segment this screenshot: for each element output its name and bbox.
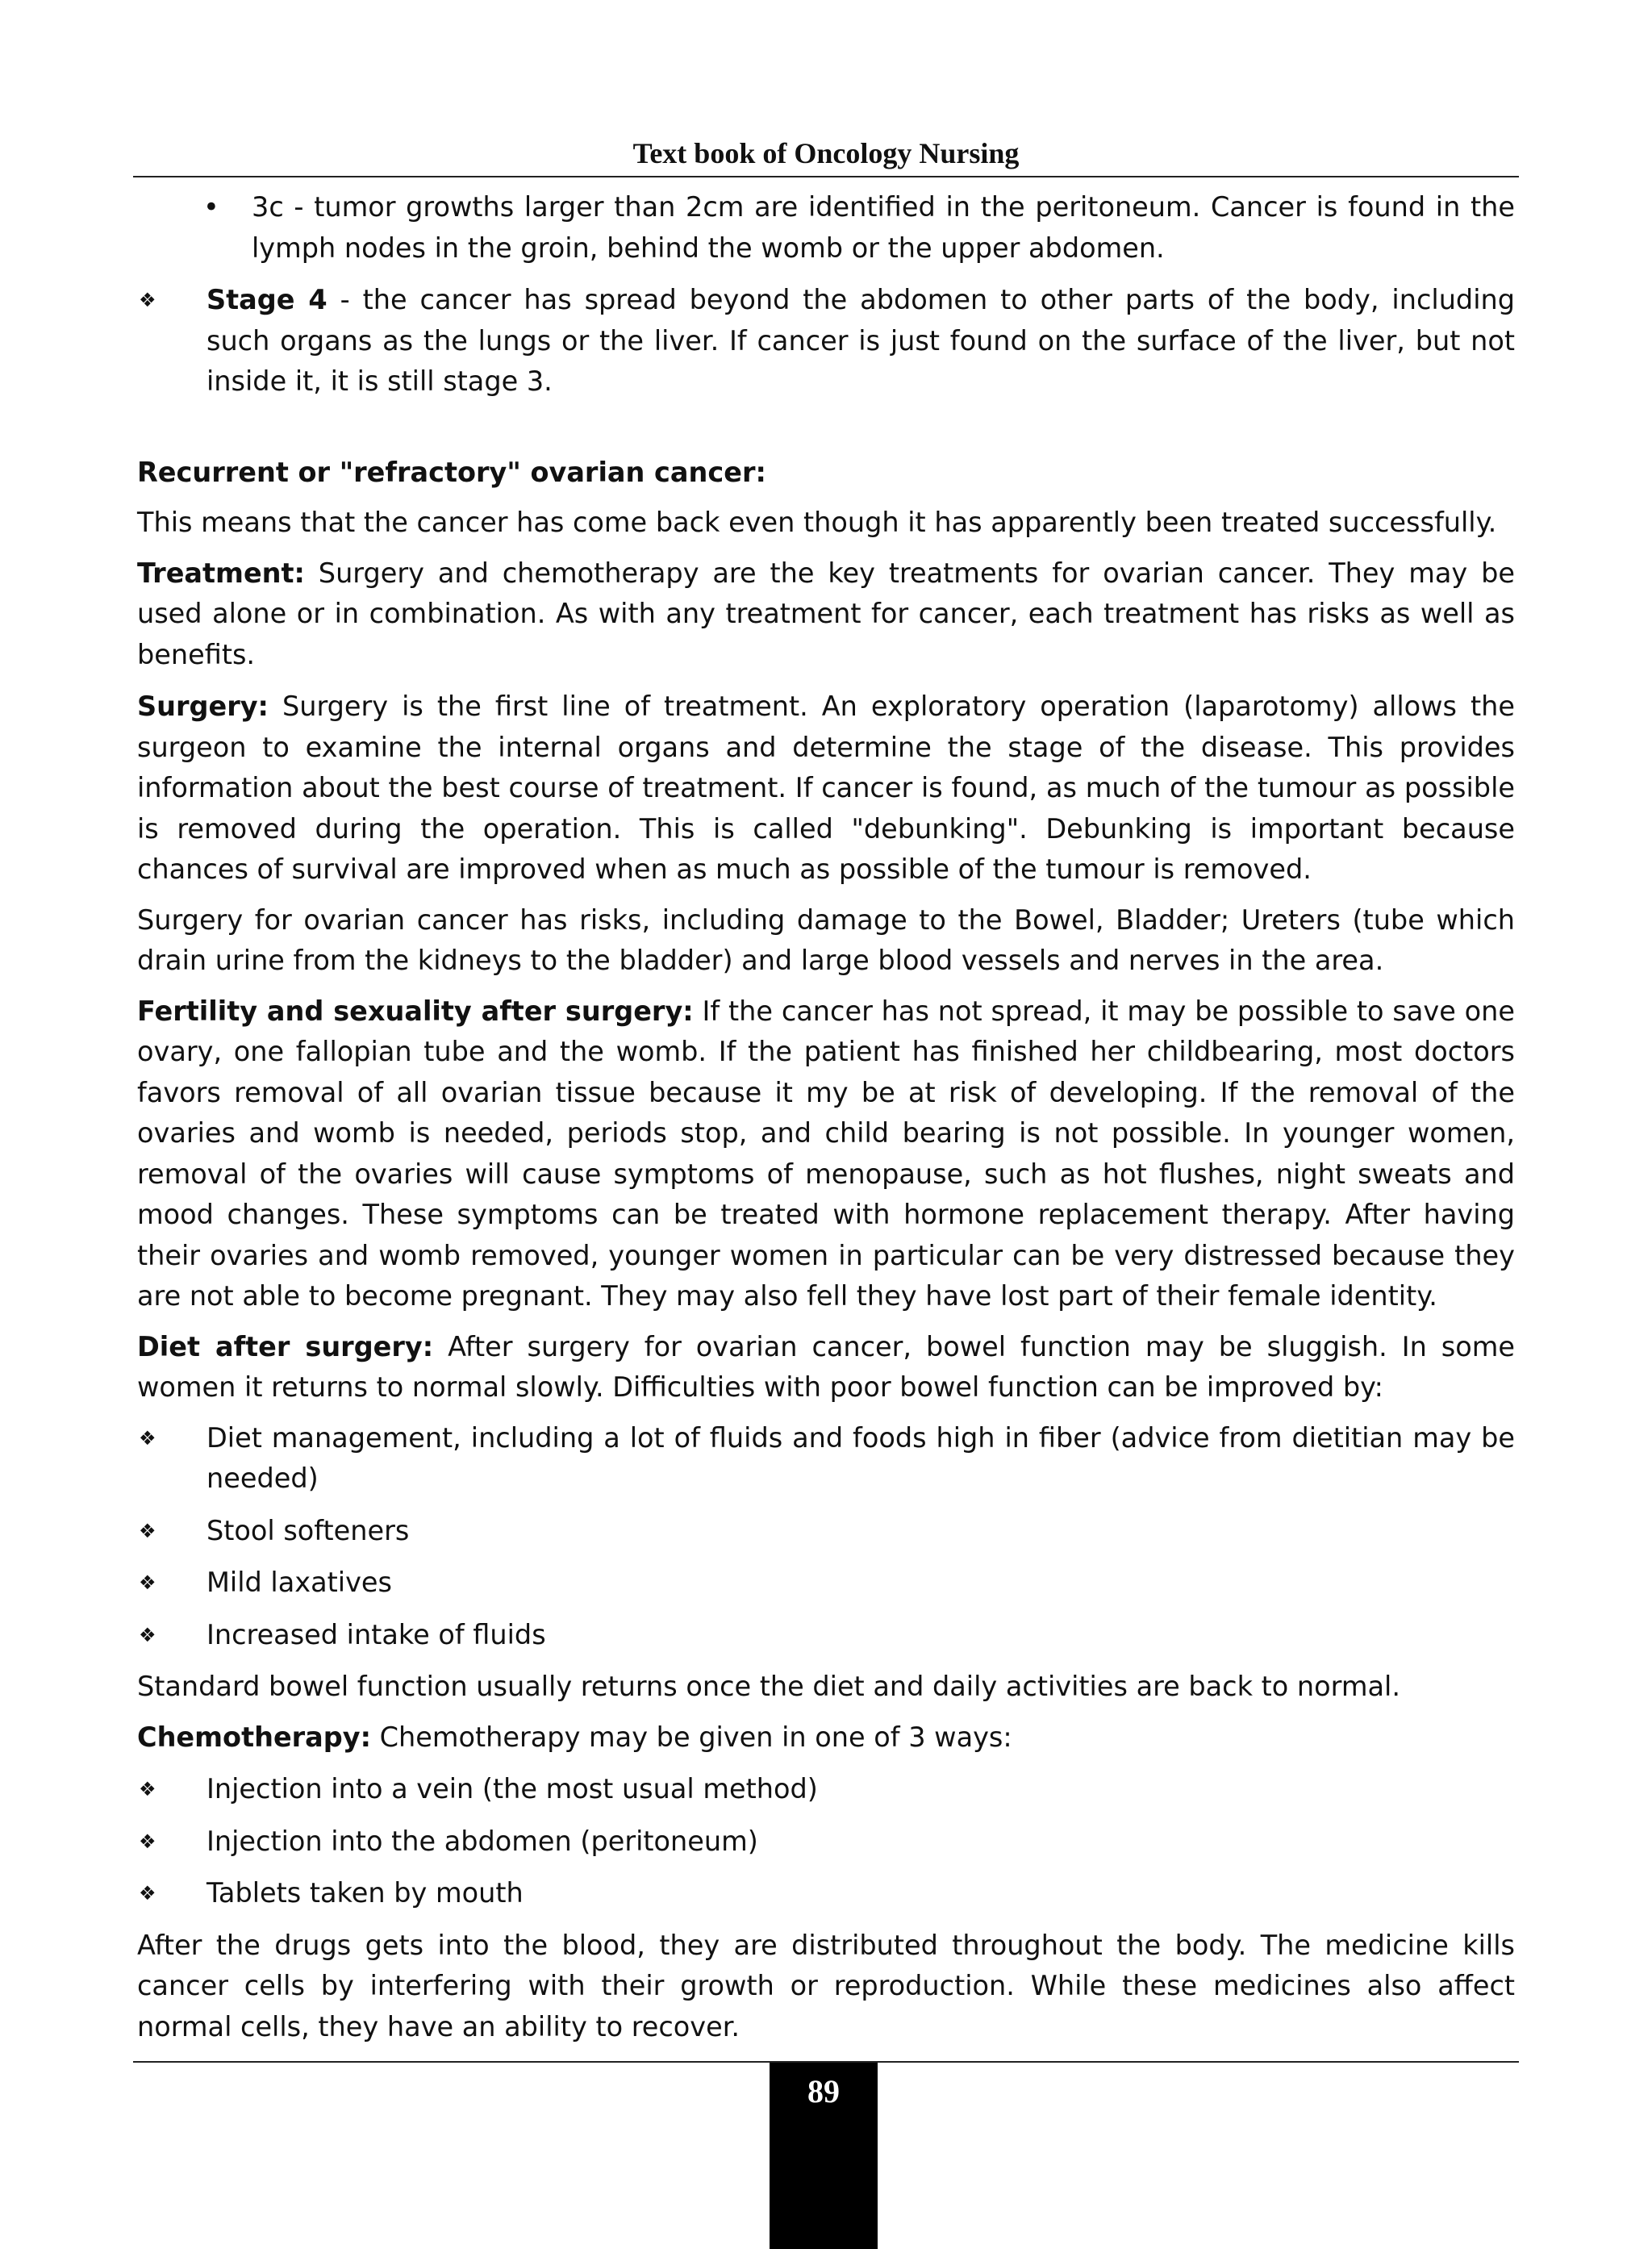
treatment-text: Surgery and chemotherapy are the key treatments for ovarian cancer. They may be used alone or in combination. As with any treatment for cancer, each treatment has risks as well as benefits.	[137, 557, 1515, 670]
stage-3c-bullet-item	[137, 187, 1515, 269]
stage-4-text: - the cancer has spread beyond the abdomen to other parts of the body, including such organs as the lungs or the liver. If cancer is just found on the surface of the liver, but not inside it, it is still stage 3.	[206, 284, 1516, 397]
diamond-bullet-icon: ❖	[139, 289, 156, 311]
fertility-text: If the cancer has not spread, it may be possible to save one ovary, one fallopian tube and the womb. If the patient has finished her childbearing, most doctors favors removal of all ovarian tissue because it my be at risk of developing. If the removal of the ovaries and womb is needed, periods stop, and child bearing is not possible. In younger women, removal of the ovaries will cause symptoms of menopause, such as hot flushes, night sweats and mood changes. These symptoms can be treated with hormone replacement therapy. After having their ovaries and womb removed, younger women in particular can be very distressed because they are not able to become pregnant. They may also fell they have lost part of their female identity.	[137, 995, 1515, 1312]
treatment-paragraph	[137, 553, 1515, 676]
fertility-label: Fertility and sexuality after surgery:	[137, 995, 694, 1027]
diet-text: After surgery for ovarian cancer, bowel function may be sluggish. In some women it returns to normal slowly. Difficulties with poor bowel function can be improved by:	[137, 1330, 1515, 1403]
list-item-text: Stool softeners	[206, 1514, 410, 1546]
surgery-text: Surgery is the first line of treatment. An exploratory operation (laparotomy) allows the surgeon to examine the internal organs and determine the stage of the disease. This provides information about the best course of treatment. If cancer is found, as much of the tumour as possible is removed during the operation. This is called "debunking". Debunking is important because chances of survival are improved when as much as possible of the tumour is removed.	[137, 691, 1515, 885]
page-body	[137, 187, 1515, 2047]
list-item-text: Increased intake of fluids	[206, 1618, 546, 1650]
list-item	[137, 1563, 1515, 1604]
diet-paragraph	[137, 1327, 1515, 1408]
diamond-bullet-icon: ❖	[139, 1830, 156, 1853]
chemotherapy-label: Chemotherapy:	[137, 1721, 372, 1753]
list-item-text: Mild laxatives	[206, 1567, 392, 1598]
list-item	[137, 1511, 1515, 1552]
chemotherapy-text: Chemotherapy may be given in one of 3 ways:	[371, 1721, 1012, 1753]
recurrent-text: This means that the cancer has come back even though it has apparently been treated successfully.	[137, 507, 1497, 538]
list-item-text: Injection into a vein (the most usual method)	[206, 1773, 818, 1805]
diamond-bullet-icon: ❖	[139, 1571, 156, 1594]
surgery-label: Surgery:	[137, 691, 269, 722]
list-item	[137, 1873, 1515, 1914]
diamond-bullet-icon: ❖	[139, 1426, 156, 1450]
diamond-bullet-icon: ❖	[139, 1882, 156, 1905]
running-header-title: Text book of Oncology Nursing	[632, 137, 1020, 169]
diet-label: Diet after surgery:	[137, 1330, 434, 1362]
surgery-risks-paragraph: Surgery for ovarian cancer has risks, including damage to the Bowel, Bladder; Ureters (tube which drain urine from the kidneys to the bladder) and large blood vessels and nerves in the area.	[137, 903, 1515, 976]
list-item	[137, 1821, 1515, 1863]
list-item-text: Diet management, including a lot of fluids and foods high in fiber (advice from dietitian may be needed)	[206, 1421, 1515, 1494]
diamond-bullet-icon: ❖	[139, 1519, 156, 1542]
diamond-bullet-icon: ❖	[139, 1778, 156, 1800]
list-item-text: Injection into the abdomen (peritoneum)	[206, 1825, 758, 1857]
stage-3c-text: 3c - tumor growths larger than 2cm are identified in the peritoneum. Cancer is found in the lymph nodes in the groin, behind the womb or the upper abdomen.	[252, 191, 1515, 264]
stage-4-item	[137, 280, 1515, 403]
list-item	[137, 1615, 1515, 1656]
bowel-normal-paragraph: Standard bowel function usually returns once the diet and daily activities are back to normal.	[137, 1671, 1400, 1702]
page-number: 89	[770, 2063, 878, 2249]
diamond-bullet-icon: ❖	[139, 1623, 156, 1646]
list-item-text: Tablets taken by mouth	[206, 1877, 524, 1909]
treatment-label: Treatment:	[137, 557, 305, 589]
recurrent-heading: Recurrent or "refractory" ovarian cancer:	[137, 456, 766, 488]
bullet-dot-icon: •	[203, 191, 219, 223]
surgery-paragraph	[137, 686, 1515, 891]
list-item	[137, 1769, 1515, 1810]
fertility-paragraph	[137, 991, 1515, 1317]
list-item	[137, 1418, 1515, 1500]
after-drugs-paragraph: After the drugs gets into the blood, they are distributed throughout the body. The medicine kills cancer cells by interfering with their growth or reproduction. While these medicines also affect normal cells, they have an ability to recover.	[137, 1929, 1515, 2042]
chemotherapy-paragraph	[137, 1717, 1515, 1759]
header-rule	[133, 176, 1519, 177]
stage-4-label: Stage 4	[206, 284, 327, 315]
